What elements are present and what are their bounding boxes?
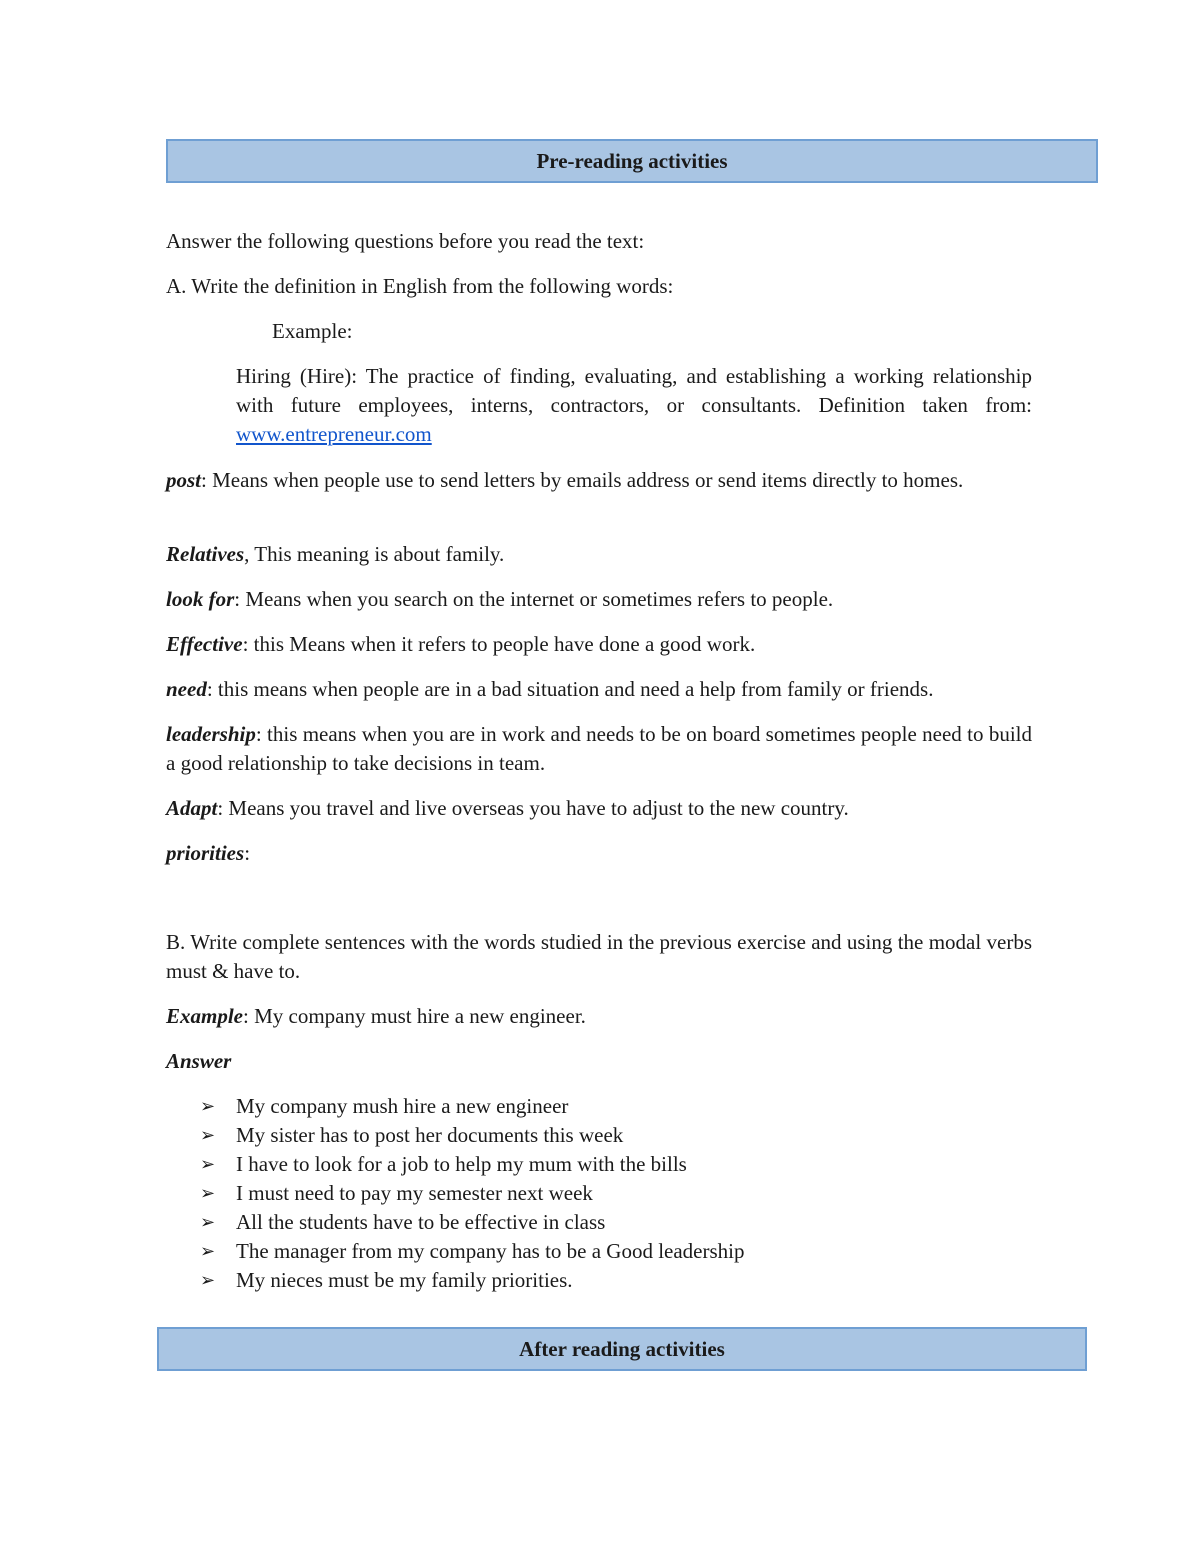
definition-text: : Means you travel and live overseas you have to adjust to the new country. bbox=[217, 796, 849, 820]
pre-reading-banner bbox=[166, 139, 1098, 183]
arrowhead-bullet-icon: ➢ bbox=[200, 1212, 216, 1233]
example-label: Example: bbox=[272, 319, 353, 343]
definition-text: , This meaning is about family. bbox=[244, 542, 505, 566]
pre-reading-title: Pre-reading activities bbox=[536, 148, 728, 173]
arrowhead-bullet-icon: ➢ bbox=[200, 1096, 216, 1117]
definition-post bbox=[166, 466, 1032, 495]
answer-text: I have to look for a job to help my mum with the bills bbox=[236, 1152, 687, 1176]
list-item bbox=[200, 1179, 745, 1208]
list-item bbox=[200, 1121, 745, 1150]
answer-text: The manager from my company has to be a Good leadership bbox=[236, 1239, 745, 1263]
section-a-instruction: A. Write the definition in English from the following words: bbox=[166, 274, 674, 298]
example-definition-text: Hiring (Hire): The practice of finding, evaluating, and establishing a working relationship with future employees, interns, contractors, or consultants. Definition taken from: bbox=[236, 364, 1032, 417]
answer-text: I must need to pay my semester next week bbox=[236, 1181, 593, 1205]
definition-need bbox=[166, 675, 1032, 704]
definition-look-for bbox=[166, 585, 1032, 614]
section-b-instruction: B. Write complete sentences with the words studied in the previous exercise and using the modal verbs must & have to. bbox=[166, 930, 1032, 983]
definition-text: : Means when people use to send letters by emails address or send items directly to homes. bbox=[201, 468, 964, 492]
definition-adapt bbox=[166, 794, 1032, 823]
definition-text: : Means when you search on the internet or sometimes refers to people. bbox=[234, 587, 834, 611]
answer-label: Answer bbox=[166, 1049, 232, 1073]
definition-effective bbox=[166, 630, 1032, 659]
answer-list bbox=[200, 1092, 745, 1295]
intro-text: Answer the following questions before you read the text: bbox=[166, 229, 645, 253]
arrowhead-bullet-icon: ➢ bbox=[200, 1125, 216, 1146]
list-item bbox=[200, 1150, 745, 1179]
definition-term: Relatives bbox=[166, 542, 245, 566]
definition-term: leadership bbox=[166, 722, 256, 746]
definition-term: look for bbox=[166, 587, 235, 611]
example-definition bbox=[236, 362, 1032, 449]
example-term: Example bbox=[166, 1004, 243, 1028]
list-item bbox=[200, 1237, 745, 1266]
arrowhead-bullet-icon: ➢ bbox=[200, 1241, 216, 1262]
definition-priorities bbox=[166, 839, 1032, 868]
definition-term: priorities bbox=[166, 841, 245, 865]
example-sentence: : My company must hire a new engineer. bbox=[243, 1004, 586, 1028]
definition-term: Effective bbox=[166, 632, 243, 656]
definition-relatives bbox=[166, 540, 1032, 569]
definition-term: need bbox=[166, 677, 207, 701]
answer-text: My company mush hire a new engineer bbox=[236, 1094, 569, 1118]
list-item bbox=[200, 1092, 745, 1121]
arrowhead-bullet-icon: ➢ bbox=[200, 1154, 216, 1175]
definition-text: : this means when people are in a bad situation and need a help from family or friends. bbox=[206, 677, 934, 701]
entrepreneur-link[interactable]: www.entrepreneur.com bbox=[236, 422, 432, 446]
answer-text: All the students have to be effective in class bbox=[236, 1210, 606, 1234]
after-reading-banner bbox=[157, 1327, 1087, 1371]
list-item bbox=[200, 1208, 745, 1237]
section-b-example bbox=[166, 1002, 1032, 1031]
answer-text: My sister has to post her documents this week bbox=[236, 1123, 624, 1147]
list-item bbox=[200, 1266, 745, 1295]
definition-leadership bbox=[166, 720, 1032, 778]
after-reading-title: After reading activities bbox=[519, 1336, 725, 1361]
answer-text: My nieces must be my family priorities. bbox=[236, 1268, 573, 1292]
arrowhead-bullet-icon: ➢ bbox=[200, 1270, 216, 1291]
arrowhead-bullet-icon: ➢ bbox=[200, 1183, 216, 1204]
definition-term: Adapt bbox=[166, 796, 218, 820]
definition-term: post bbox=[166, 468, 202, 492]
definition-text: : this Means when it refers to people have done a good work. bbox=[242, 632, 756, 656]
definition-text: : bbox=[244, 841, 251, 865]
definition-text: : this means when you are in work and needs to be on board sometimes people need to build a good relationship to take decisions in team. bbox=[166, 722, 1032, 775]
